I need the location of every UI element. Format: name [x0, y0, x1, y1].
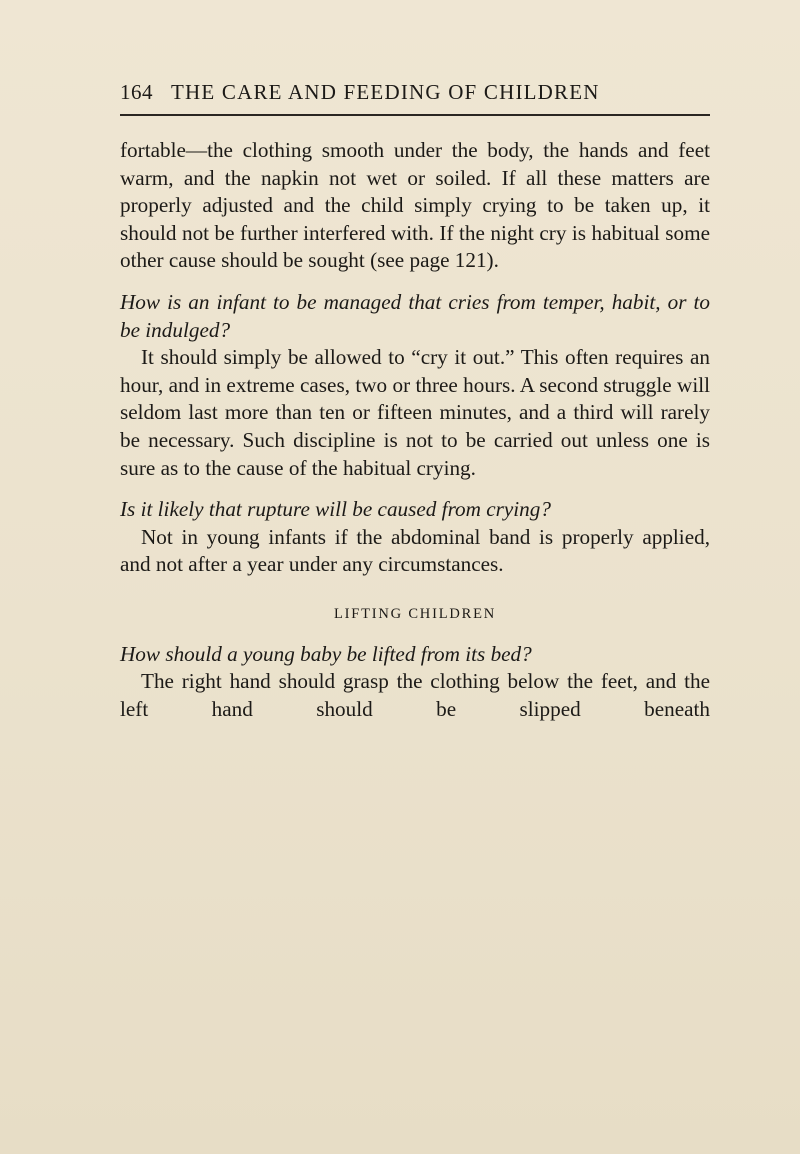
- question-3: How should a young baby be lifted from its bed?: [120, 641, 532, 666]
- page-body: [120, 137, 710, 723]
- answer-1: It should simply be allowed to “cry it out.” This often requires an hour, and in extreme cases, two or three hours. A second struggle will seldom last more than ten or fifteen minutes, and a third will rarely be necessary. Such discipline is not to be carried out unless one is sure as to the cause of the habitual crying.: [120, 345, 710, 480]
- section-heading: LIFTING CHILDREN: [333, 605, 497, 622]
- page-header: [120, 80, 710, 120]
- running-head: THE CARE AND FEEDING OF CHILDREN: [171, 80, 600, 104]
- question-1: How is an infant to be managed that cries from temper, habit, or to be indulged?: [120, 289, 710, 342]
- page-number: 164: [120, 80, 153, 104]
- answer-2: Not in young infants if the abdominal band is properly applied, and not after a year under any circumstances.: [120, 524, 710, 577]
- paragraph-continuation: fortable—the clothing smooth under the body, the hands and feet warm, and the napkin not wet or soiled. If all these matters are properly adjusted and the child simply crying to be taken up, it should not be further interfered with. If the night cry is habitual some other cause should be sought (see page 121).: [120, 138, 710, 273]
- header-rule: [120, 114, 710, 116]
- question-2: Is it likely that rupture will be caused from crying?: [120, 497, 551, 522]
- answer-3: The right hand should grasp the clothing below the feet, and the left hand should be slipped beneath: [120, 669, 710, 721]
